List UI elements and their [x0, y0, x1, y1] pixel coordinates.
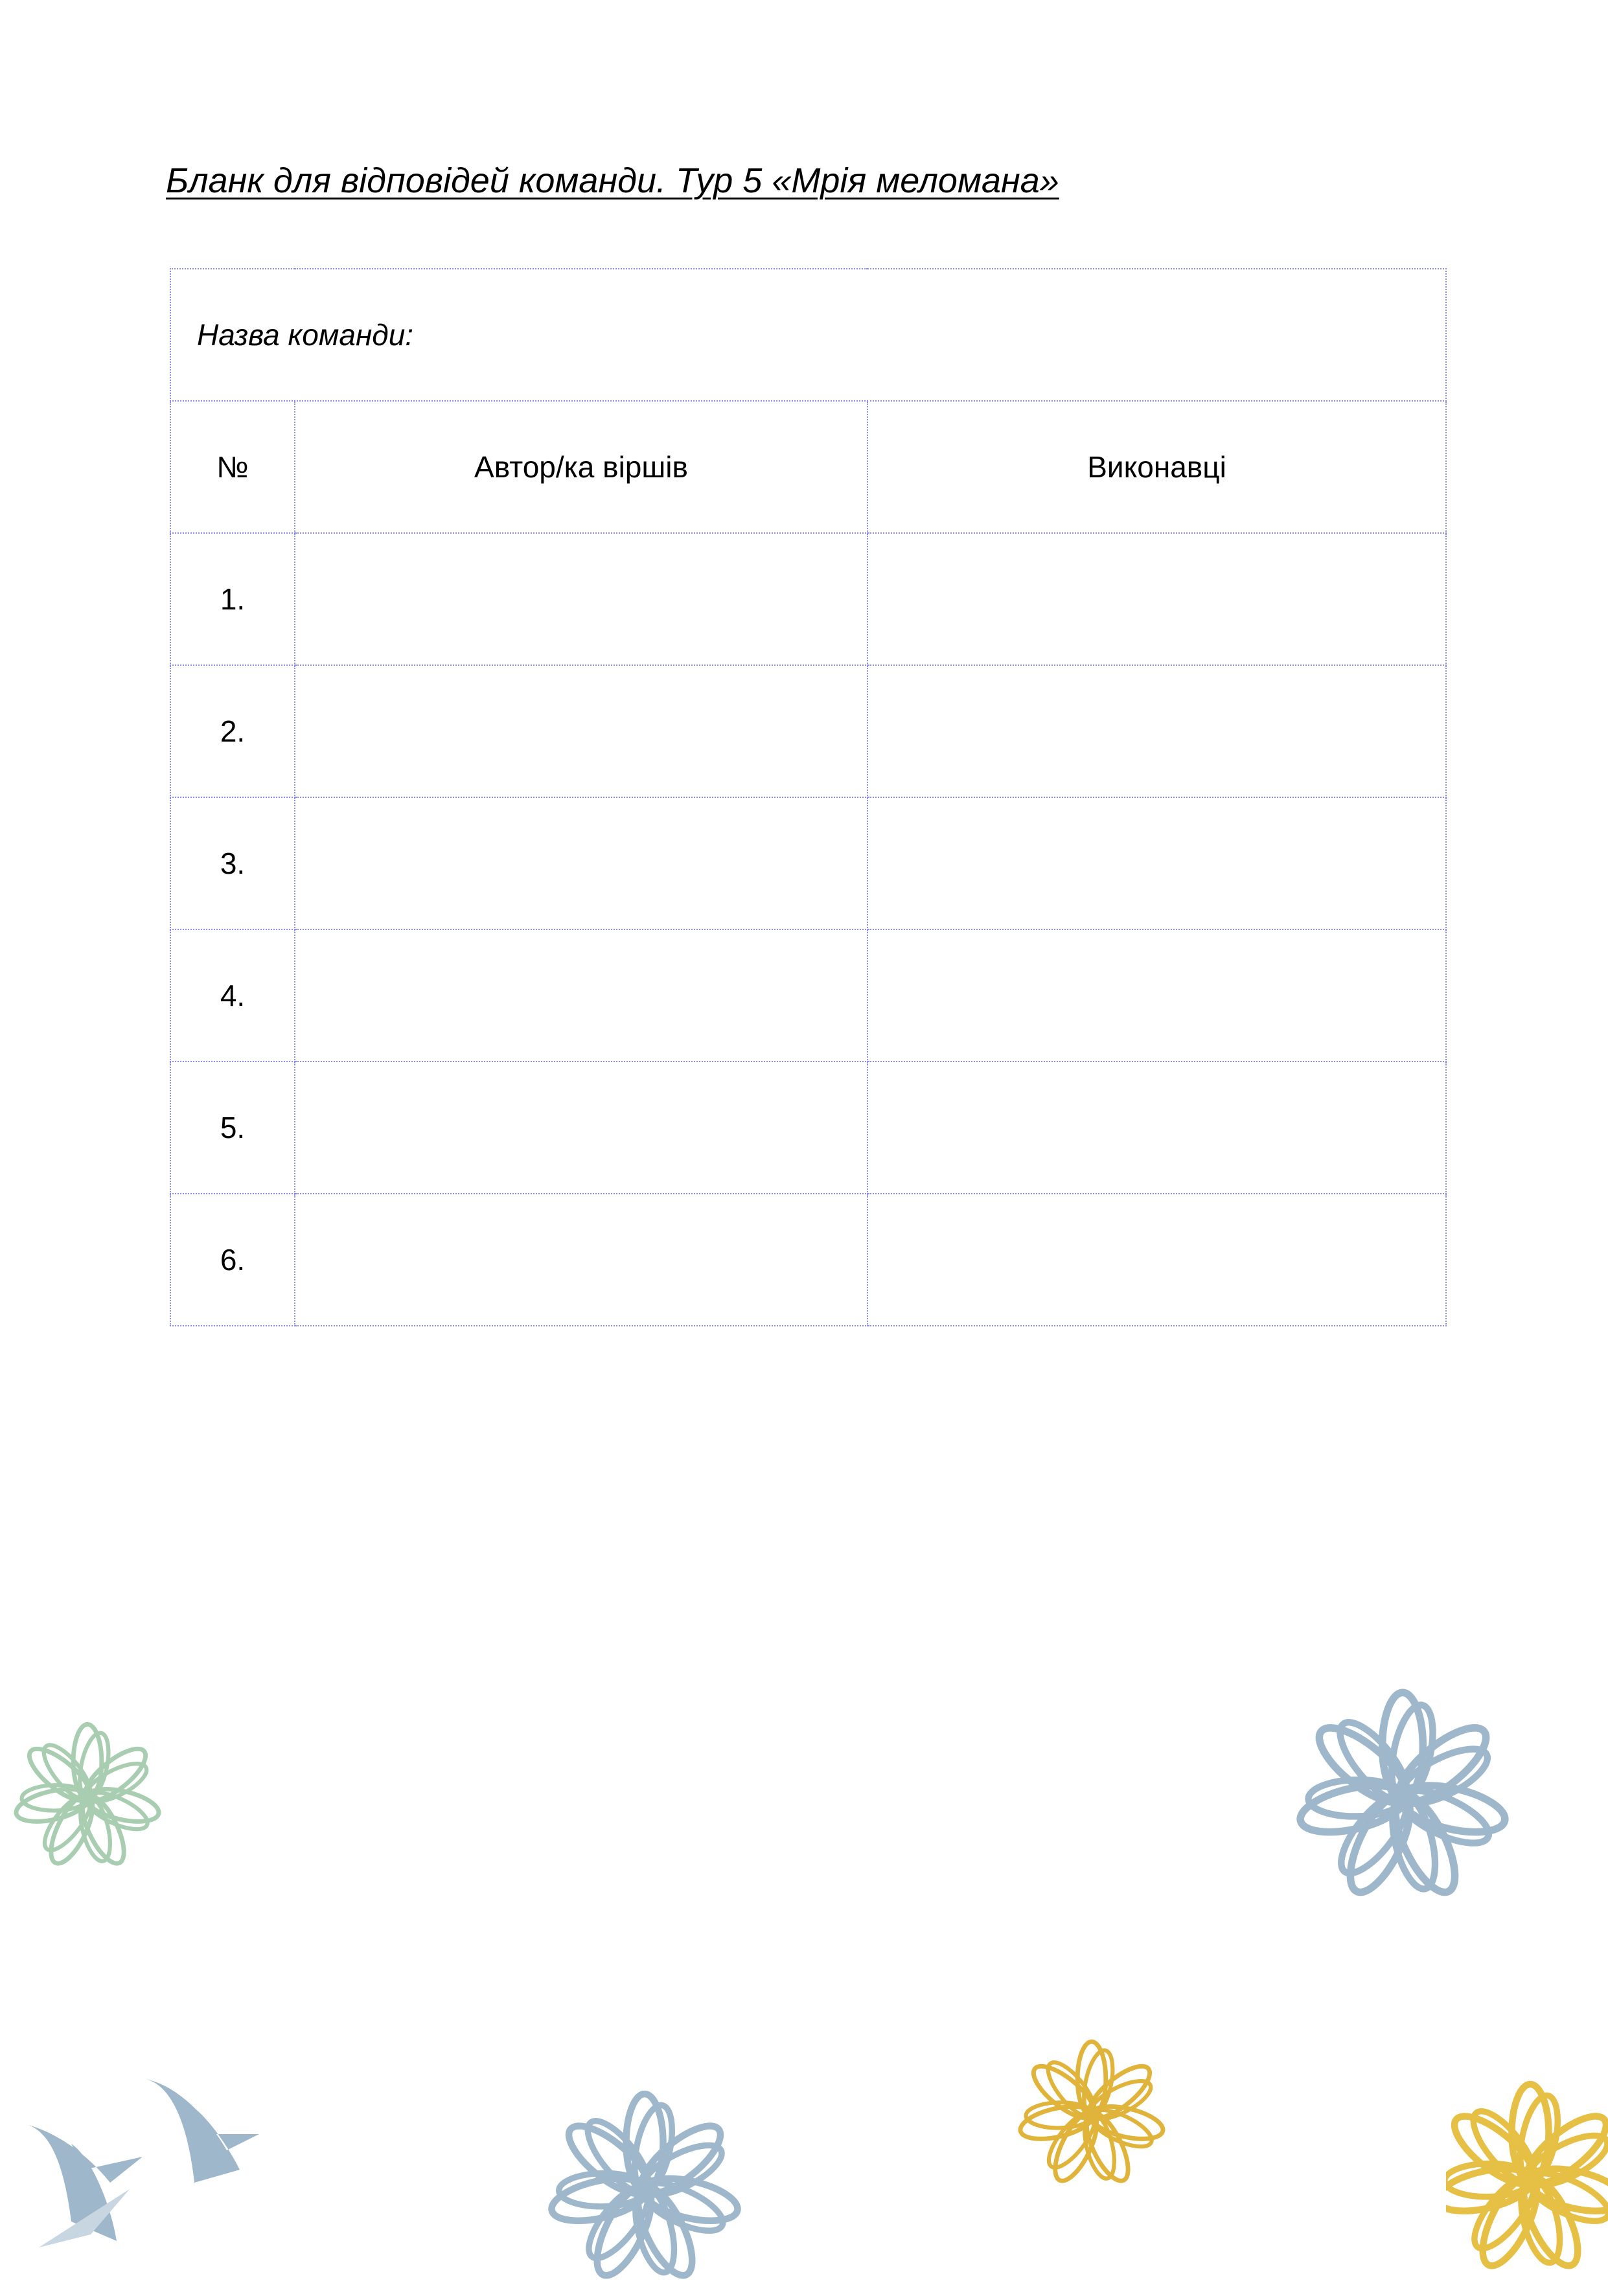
header-performers: Виконавці: [867, 401, 1446, 533]
table-row: [170, 533, 1446, 665]
author-answer-cell[interactable]: [295, 665, 867, 797]
author-answer-cell[interactable]: [295, 797, 867, 929]
table-row: [170, 797, 1446, 929]
page-title: Бланк для відповідей команди. Тур 5 «Мрія меломана»: [166, 161, 1059, 200]
header-row: [170, 401, 1446, 533]
green-flower-icon: [6, 1716, 168, 1878]
team-name-field[interactable]: [170, 269, 1446, 401]
author-answer-cell[interactable]: [295, 1062, 867, 1194]
table-row: [170, 929, 1446, 1062]
row-number: 5.: [170, 1062, 295, 1194]
answer-table: [170, 268, 1447, 1326]
performers-answer-cell[interactable]: [867, 1194, 1446, 1326]
table-row: [170, 1062, 1446, 1194]
author-answer-cell[interactable]: [295, 533, 867, 665]
author-answer-cell[interactable]: [295, 929, 867, 1062]
blue-flower-icon: [1286, 1681, 1519, 1914]
row-number: 6.: [170, 1194, 295, 1326]
header-author: Автор/ка віршів: [295, 401, 867, 533]
performers-answer-cell[interactable]: [867, 533, 1446, 665]
performers-answer-cell[interactable]: [867, 797, 1446, 929]
performers-answer-cell[interactable]: [867, 1062, 1446, 1194]
row-number: 2.: [170, 665, 295, 797]
header-number: №: [170, 401, 295, 533]
gold-flower-icon: [1446, 2076, 1608, 2273]
gold-flower-icon: [1007, 2034, 1176, 2196]
row-number: 1.: [170, 533, 295, 665]
blue-flower-icon: [538, 2082, 752, 2296]
row-number: 3.: [170, 797, 295, 929]
table-row: [170, 665, 1446, 797]
blue-birds-icon: [13, 2073, 266, 2254]
team-name-row: [170, 269, 1446, 401]
row-number: 4.: [170, 929, 295, 1062]
performers-answer-cell[interactable]: [867, 665, 1446, 797]
performers-answer-cell[interactable]: [867, 929, 1446, 1062]
table-row: [170, 1194, 1446, 1326]
team-name-label: Назва команди:: [197, 318, 414, 352]
author-answer-cell[interactable]: [295, 1194, 867, 1326]
